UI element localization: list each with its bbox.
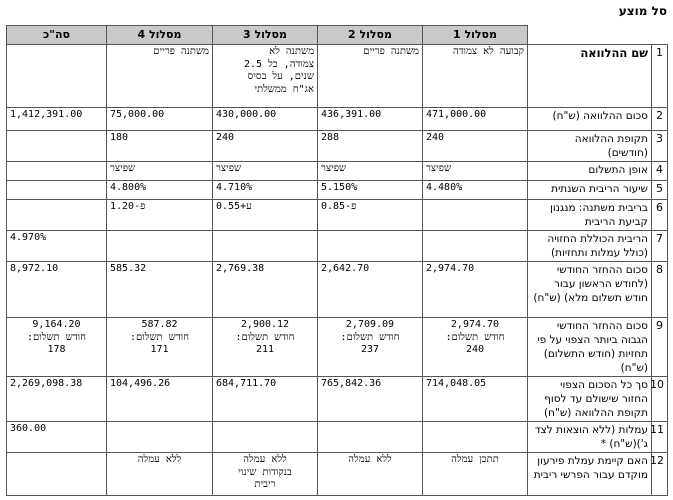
row-label: סכום ההחזר החודשי הגבוה ביותר הצפוי על פי תחזיות (חודש התשלום) (ש"ח) <box>528 318 652 377</box>
cell-total: 4.970% <box>7 231 107 262</box>
cell-route-2: משתנה פריים <box>318 45 423 108</box>
header-route-4: מסלול 4 <box>107 26 213 45</box>
row-monthly-payment <box>7 262 668 318</box>
row-annual-rate <box>7 181 668 200</box>
cell-route-2 <box>318 231 423 262</box>
row-label: הריבית הכוללת החזויה (כולל עמלות ותחזיות) <box>528 231 652 262</box>
row-early-repayment-fee <box>7 453 668 496</box>
row-number: 9 <box>652 318 668 377</box>
row-number: 12 <box>652 453 668 496</box>
row-label: בריבית משתנה: מנגנון קביעת הריבית <box>528 200 652 231</box>
cell-route-4: 587.82 חודש תשלום: 171 <box>107 318 213 377</box>
row-loan-name <box>7 45 668 108</box>
cell-total <box>7 181 107 200</box>
cell-route-3: משתנה לא צמודה, כל 2.5 שנים, על בסיס אג"ח ממשלתי <box>213 45 318 108</box>
cell-total: 360.00 <box>7 422 107 453</box>
cell-route-4 <box>107 231 213 262</box>
row-highest-monthly-payment <box>7 318 668 377</box>
page-title: סל מוצע <box>618 4 667 18</box>
cell-route-4: 585.32 <box>107 262 213 318</box>
cell-total: 8,972.10 <box>7 262 107 318</box>
row-label: שם ההלוואה <box>528 45 652 108</box>
header-route-3: מסלול 3 <box>213 26 318 45</box>
cell-route-3: 430,000.00 <box>213 108 318 131</box>
cell-total <box>7 131 107 162</box>
cell-route-4: 180 <box>107 131 213 162</box>
loan-offer-table <box>6 25 668 496</box>
cell-route-2: 2,709.09 חודש תשלום: 237 <box>318 318 423 377</box>
cell-route-1: שפיצר <box>423 162 528 181</box>
cell-route-2 <box>318 422 423 453</box>
cell-route-1: 2,974.70 <box>423 262 528 318</box>
row-loan-period <box>7 131 668 162</box>
cell-route-2: 5.150% <box>318 181 423 200</box>
cell-route-1 <box>423 231 528 262</box>
cell-route-1: 4.480% <box>423 181 528 200</box>
row-rate-mechanism <box>7 200 668 231</box>
cell-route-4: 104,496.26 <box>107 377 213 422</box>
cell-total: 2,269,098.38 <box>7 377 107 422</box>
cell-route-2: 288 <box>318 131 423 162</box>
cell-route-3: ללא עמלה בנקודות שינוי ריבית <box>213 453 318 496</box>
cell-route-3: 4.710% <box>213 181 318 200</box>
row-payment-method <box>7 162 668 181</box>
cell-route-4 <box>107 422 213 453</box>
cell-total <box>7 162 107 181</box>
cell-route-3: שפיצר <box>213 162 318 181</box>
row-number: 10 <box>652 377 668 422</box>
cell-route-1: 240 <box>423 131 528 162</box>
cell-route-4: ללא עמלה <box>107 453 213 496</box>
header-route-2: מסלול 2 <box>318 26 423 45</box>
cell-route-3: ע+0.55 <box>213 200 318 231</box>
row-number: 6 <box>652 200 668 231</box>
cell-route-2: ללא עמלה <box>318 453 423 496</box>
cell-route-4: שפיצר <box>107 162 213 181</box>
cell-route-3 <box>213 422 318 453</box>
cell-route-1: תתכן עמלה <box>423 453 528 496</box>
cell-route-2: 436,391.00 <box>318 108 423 131</box>
row-number: 8 <box>652 262 668 318</box>
row-number: 11 <box>652 422 668 453</box>
cell-route-3: 684,711.70 <box>213 377 318 422</box>
header-route-1: מסלול 1 <box>423 26 528 45</box>
cell-route-4: פ-1.20 <box>107 200 213 231</box>
cell-route-3: 2,900.12 חודש תשלום: 211 <box>213 318 318 377</box>
cell-route-1: 471,000.00 <box>423 108 528 131</box>
header-total: סה"כ <box>7 26 107 45</box>
cell-route-4: משתנה פריים <box>107 45 213 108</box>
row-label: סכום ההלוואה (ש"ח) <box>528 108 652 131</box>
cell-route-3: 2,769.38 <box>213 262 318 318</box>
row-number: 3 <box>652 131 668 162</box>
row-total-repayment <box>7 377 668 422</box>
row-number: 2 <box>652 108 668 131</box>
cell-route-4: 75,000.00 <box>107 108 213 131</box>
cell-route-2: 765,842.36 <box>318 377 423 422</box>
row-number: 5 <box>652 181 668 200</box>
row-label: האם קיימת עמלת פירעון מוקדם עבור הפרשי ריבית <box>528 453 652 496</box>
row-label: עמלות (ללא הוצאות לצד ג')(ש"ח) * <box>528 422 652 453</box>
cell-total: 1,412,391.00 <box>7 108 107 131</box>
cell-total <box>7 453 107 496</box>
cell-total <box>7 45 107 108</box>
row-fees <box>7 422 668 453</box>
row-number: 1 <box>652 45 668 108</box>
cell-total: 9,164.20 חודש תשלום: 178 <box>7 318 107 377</box>
row-label: סכום ההחזר החודשי (לחודש הראשון עבור חודש תשלום מלא) (ש"ח) <box>528 262 652 318</box>
cell-route-2: פ-0.85 <box>318 200 423 231</box>
row-label: אופן התשלום <box>528 162 652 181</box>
cell-route-1: קבועה לא צמודה <box>423 45 528 108</box>
cell-route-3: 240 <box>213 131 318 162</box>
cell-route-4: 4.800% <box>107 181 213 200</box>
header-row <box>7 26 668 45</box>
row-number: 4 <box>652 162 668 181</box>
cell-route-1 <box>423 422 528 453</box>
cell-route-2: שפיצר <box>318 162 423 181</box>
row-loan-amount <box>7 108 668 131</box>
cell-route-3 <box>213 231 318 262</box>
header-blank <box>528 26 668 45</box>
cell-route-1 <box>423 200 528 231</box>
row-total-expected-rate <box>7 231 668 262</box>
cell-total <box>7 200 107 231</box>
row-number: 7 <box>652 231 668 262</box>
row-label: שיעור הריבית השנתית <box>528 181 652 200</box>
cell-route-1: 2,974.70 חודש תשלום: 240 <box>423 318 528 377</box>
cell-route-2: 2,642.70 <box>318 262 423 318</box>
row-label: סך כל הסכום הצפוי החזור שישולם עד לסוף תקופת ההלוואה (ש"ח) <box>528 377 652 422</box>
cell-route-1: 714,048.05 <box>423 377 528 422</box>
row-label: תקופת ההלוואה (חודשים) <box>528 131 652 162</box>
